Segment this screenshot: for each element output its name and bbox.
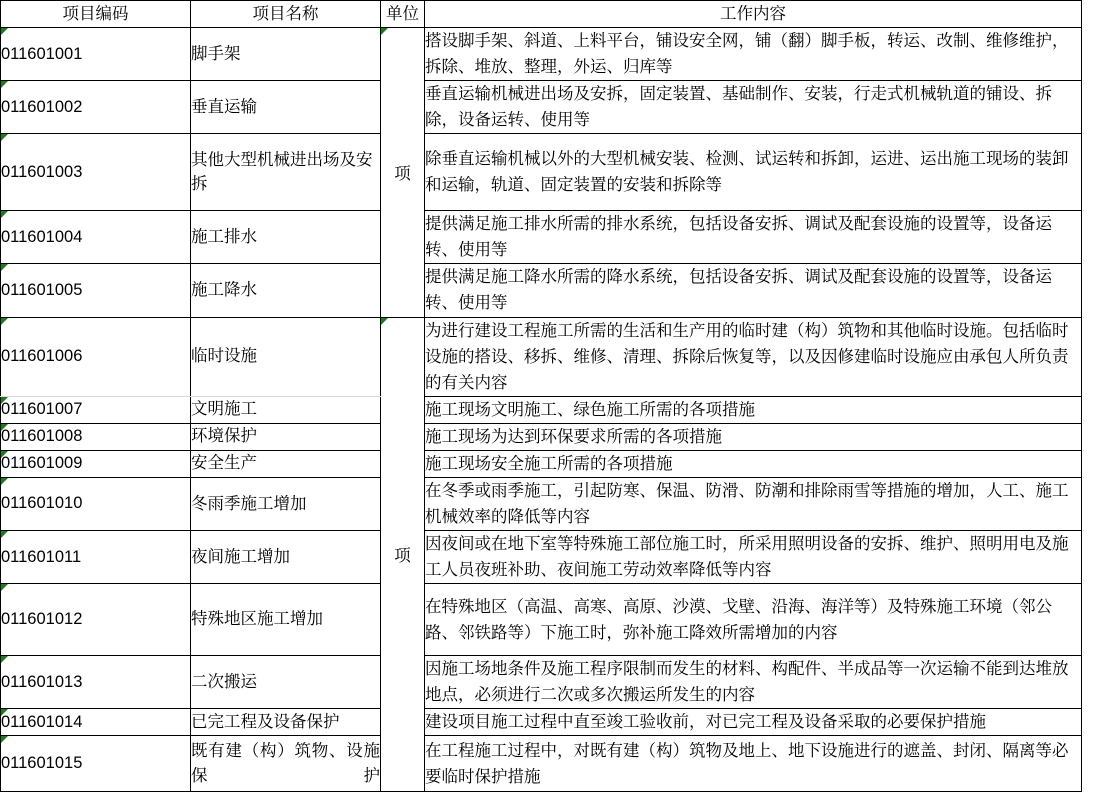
table-row <box>1 264 1082 317</box>
cell-work-content[interactable] <box>425 709 1082 736</box>
cell-item-code[interactable] <box>1 423 191 450</box>
table-body <box>1 28 1082 792</box>
cell-work-content[interactable] <box>425 656 1082 709</box>
work-content-text: 施工现场为达到环保要求所需的各项措施 <box>425 427 722 446</box>
item-name-text: 二次搬运 <box>191 672 257 691</box>
cell-item-name[interactable] <box>191 423 381 450</box>
cell-work-content[interactable] <box>425 81 1082 134</box>
cell-item-name[interactable] <box>191 81 381 134</box>
work-content-text: 搭设脚手架、斜道、上料平台，铺设安全网，铺（翻）脚手板，转运、改制、维修维护，拆除、堆放、整理，外运、归库等 <box>425 32 1069 77</box>
error-flag-icon <box>1 134 8 141</box>
cell-work-content[interactable] <box>425 423 1082 450</box>
work-content-text: 提供满足施工排水所需的排水系统，包括设备安拆、调试及配套设施的设置等，设备运转、使用等 <box>425 215 1052 260</box>
work-content-text: 除垂直运输机械以外的大型机械安装、检测、试运转和拆卸，运进、运出施工现场的装卸和运输，轨道、固定装置的安装和拆除等 <box>425 150 1069 195</box>
table-row <box>1 317 1082 396</box>
item-code-text: 011601007 <box>1 400 83 419</box>
cell-item-name[interactable] <box>191 28 381 81</box>
cell-unit[interactable] <box>381 317 425 792</box>
cell-work-content[interactable] <box>425 584 1082 656</box>
item-code-text: 011601009 <box>1 454 83 473</box>
table-row <box>1 423 1082 450</box>
item-name-text: 施工降水 <box>191 281 257 300</box>
item-name-text: 施工排水 <box>191 227 257 246</box>
cell-work-content[interactable] <box>425 736 1082 792</box>
table-row <box>1 584 1082 656</box>
item-name-text: 脚手架 <box>191 44 241 63</box>
cell-item-code[interactable] <box>1 211 191 264</box>
cell-item-name[interactable] <box>191 709 381 736</box>
cell-item-name[interactable] <box>191 396 381 423</box>
work-content-text: 在冬季或雨季施工，引起防寒、保温、防滑、防潮和排除雨雪等措施的增加，人工、施工机械效率的降低等内容 <box>425 481 1069 526</box>
item-code-text: 011601003 <box>1 162 83 181</box>
column-header-name: 项目名称 <box>191 1 381 28</box>
table-header-row <box>1 1 1082 28</box>
column-header-unit: 单位 <box>381 1 425 28</box>
table-row <box>1 81 1082 134</box>
cell-item-code[interactable] <box>1 28 191 81</box>
item-code-text: 011601004 <box>1 227 83 246</box>
error-flag-icon <box>1 531 8 538</box>
column-header-code: 项目编码 <box>1 1 191 28</box>
cell-work-content[interactable] <box>425 317 1082 396</box>
error-flag-icon <box>1 28 8 35</box>
item-code-text: 011601008 <box>1 427 83 446</box>
item-name-text: 垂直运输 <box>191 97 257 116</box>
error-flag-icon <box>1 397 8 404</box>
item-name-text: 临时设施 <box>191 347 257 366</box>
cell-item-code[interactable] <box>1 81 191 134</box>
error-flag-icon <box>381 28 388 35</box>
error-flag-icon <box>1 736 8 743</box>
work-content-text: 在工程施工过程中，对既有建（构）筑物及地上、地下设施进行的遮盖、封闭、隔离等必要临时保护措施 <box>425 741 1069 786</box>
work-content-text: 建设项目施工过程中直至竣工验收前，对已完工程及设备采取的必要保护措施 <box>425 713 986 732</box>
item-name-text: 安全生产 <box>191 454 257 473</box>
table-row <box>1 28 1082 81</box>
cell-item-code[interactable] <box>1 709 191 736</box>
item-name-text: 文明施工 <box>191 400 257 419</box>
cell-item-name[interactable] <box>191 656 381 709</box>
cell-item-code[interactable] <box>1 396 191 423</box>
cell-work-content[interactable] <box>425 531 1082 584</box>
item-code-text: 011601015 <box>1 754 83 773</box>
cell-work-content[interactable] <box>425 396 1082 423</box>
error-flag-icon <box>1 451 8 458</box>
item-code-text: 011601001 <box>1 44 83 63</box>
item-code-text: 011601014 <box>1 712 83 731</box>
cell-item-name[interactable] <box>191 477 381 530</box>
work-content-text: 垂直运输机械进出场及安拆，固定装置、基础制作、安装，行走式机械轨道的铺设、拆除，设备运转、使用等 <box>425 85 1052 130</box>
cell-work-content[interactable] <box>425 134 1082 211</box>
item-code-text: 011601013 <box>1 672 83 691</box>
unit-text: 项 <box>394 165 411 184</box>
item-name-text: 冬雨季施工增加 <box>191 494 307 513</box>
error-flag-icon <box>1 584 8 591</box>
cell-item-code[interactable] <box>1 264 191 317</box>
cell-item-name[interactable] <box>191 211 381 264</box>
item-code-text: 011601010 <box>1 494 83 513</box>
item-name-text: 环境保护 <box>191 427 257 446</box>
item-code-text: 011601002 <box>1 97 83 116</box>
error-flag-icon <box>1 424 8 431</box>
error-flag-icon <box>1 318 8 325</box>
cell-item-name[interactable] <box>191 264 381 317</box>
cell-item-name[interactable] <box>191 736 381 792</box>
work-content-text: 因夜间或在地下室等特殊施工部位施工时，所采用照明设备的安拆、维护、照明用电及施工人员夜班补助、夜间施工劳动效率降低等内容 <box>425 535 1069 580</box>
item-code-text: 011601006 <box>1 347 83 366</box>
item-code-text: 011601012 <box>1 610 83 629</box>
cell-work-content[interactable] <box>425 28 1082 81</box>
item-name-text: 特殊地区施工增加 <box>191 610 323 629</box>
cell-item-code[interactable] <box>1 134 191 211</box>
table-row <box>1 450 1082 477</box>
work-content-text: 为进行建设工程施工所需的生活和生产用的临时建（构）筑物和其他临时设施。包括临时设施的搭设、移拆、维修、清理、拆除后恢复等，以及因修建临时设施应由承包人所负责的有关内容 <box>425 321 1069 392</box>
work-content-text: 提供满足施工降水所需的降水系统，包括设备安拆、调试及配套设施的设置等，设备运转、使用等 <box>425 268 1052 313</box>
table-row <box>1 477 1082 530</box>
column-header-work: 工作内容 <box>425 1 1082 28</box>
table-row <box>1 656 1082 709</box>
error-flag-icon <box>1 478 8 485</box>
item-code-text: 011601005 <box>1 280 83 299</box>
table-row <box>1 396 1082 423</box>
work-content-text: 施工现场文明施工、绿色施工所需的各项措施 <box>425 400 755 419</box>
cell-work-content[interactable] <box>425 477 1082 530</box>
cell-work-content[interactable] <box>425 450 1082 477</box>
error-flag-icon <box>1 709 8 716</box>
work-content-text: 因施工场地条件及施工程序限制而发生的材料、构配件、半成品等一次运输不能到达堆放地点，必须进行二次或多次搬运所发生的内容 <box>425 660 1069 705</box>
cell-unit[interactable] <box>381 28 425 318</box>
cell-item-code[interactable] <box>1 477 191 530</box>
error-flag-icon <box>1 656 8 663</box>
table-row <box>1 134 1082 211</box>
work-content-text: 在特殊地区（高温、高寒、高原、沙漠、戈壁、沿海、海洋等）及特殊施工环境（邻公路、邻铁路等）下施工时，弥补施工降效所需增加的内容 <box>425 597 1052 642</box>
cell-work-content[interactable] <box>425 264 1082 317</box>
table-row <box>1 211 1082 264</box>
item-name-text: 夜间施工增加 <box>191 547 290 566</box>
cell-item-name[interactable] <box>191 531 381 584</box>
item-name-text: 其他大型机械进出场及安拆 <box>191 150 373 194</box>
error-flag-icon <box>1 81 8 88</box>
item-code-text: 011601011 <box>1 547 82 566</box>
cell-item-code[interactable] <box>1 450 191 477</box>
error-flag-icon <box>381 318 388 325</box>
cell-item-code[interactable] <box>1 531 191 584</box>
cell-item-name[interactable] <box>191 450 381 477</box>
item-name-text: 已完工程及设备保护 <box>191 712 340 731</box>
work-content-text: 施工现场安全施工所需的各项措施 <box>425 454 673 473</box>
table-row <box>1 736 1082 792</box>
cell-item-name[interactable] <box>191 317 381 396</box>
error-flag-icon <box>1 211 8 218</box>
cell-item-name[interactable] <box>191 134 381 211</box>
cell-item-name[interactable] <box>191 584 381 656</box>
table-row <box>1 531 1082 584</box>
cell-item-code[interactable] <box>1 317 191 396</box>
table-row <box>1 709 1082 736</box>
unit-text: 项 <box>394 547 411 566</box>
cell-item-code[interactable] <box>1 656 191 709</box>
item-name-text: 既有建（构）筑物、设施保护 <box>191 742 380 785</box>
cell-item-code[interactable] <box>1 736 191 792</box>
cell-item-code[interactable] <box>1 584 191 656</box>
cell-work-content[interactable] <box>425 211 1082 264</box>
error-flag-icon <box>1 264 8 271</box>
